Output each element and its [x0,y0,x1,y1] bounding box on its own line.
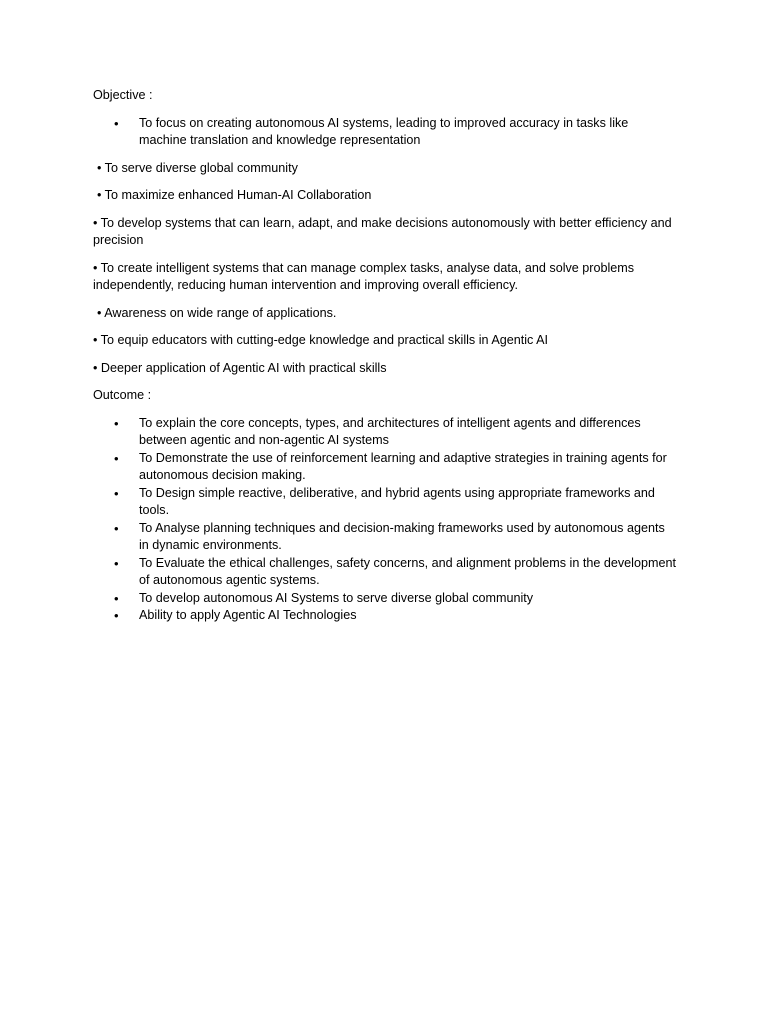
list-item [93,115,678,150]
objective-paragraph: • Awareness on wide range of applications. [97,305,337,320]
list-item [93,555,678,590]
objective-paragraph: • To maximize enhanced Human-AI Collaboration [97,188,372,202]
outcome-heading: Outcome : [93,388,152,402]
bullet-icon: • [114,520,119,536]
outcome-item-text: Ability to apply Agentic AI Technologies [139,608,357,622]
outcome-item-text: To Demonstrate the use of reinforcement learning and adaptive strategies in training agents for autonomous decision making. [139,450,667,482]
bullet-icon: • [114,485,119,501]
objective-heading: Objective : [93,88,153,102]
objective-paragraph: • To equip educators with cutting-edge knowledge and practical skills in Agentic AI [93,333,549,347]
bullet-icon: • [114,115,119,131]
bullet-icon: • [114,555,119,571]
outcome-item-text: To develop autonomous AI Systems to serve diverse global community [139,590,534,605]
outcome-item-text: To explain the core concepts, types, and architectures of intelligent agents and differences between agentic and non-agentic AI systems [139,415,641,447]
bullet-icon: • [114,415,119,431]
outcome-item-text: To Analyse planning techniques and decision-making frameworks used by autonomous agents in dynamic environments. [139,520,665,552]
objective-paragraph: • To create intelligent systems that can manage complex tasks, analyse data, and solve problems independently, reducing human intervention and improving overall efficiency. [93,260,635,292]
list-item [93,607,678,625]
bullet-icon: • [114,450,119,466]
list-item [93,590,678,608]
objective-item-text: To focus on creating autonomous AI systems, leading to improved accuracy in tasks like machine translation and knowledge representation [139,115,629,147]
bullet-icon: • [114,608,119,623]
objective-paragraph: • To serve diverse global community [97,160,298,175]
bullet-icon: • [114,590,119,606]
list-item [93,415,678,450]
list-item [93,450,678,485]
list-item [93,485,678,520]
outcome-bullet-list [93,415,678,625]
objective-paragraph: • To develop systems that can learn, adapt, and make decisions autonomously with better efficiency and precision [93,215,672,247]
list-item [93,520,678,555]
objective-bullet-list [93,115,678,150]
objective-paragraph: • Deeper application of Agentic AI with practical skills [93,360,387,375]
outcome-item-text: To Evaluate the ethical challenges, safety concerns, and alignment problems in the development of autonomous agentic systems. [139,555,676,587]
document-body [93,87,678,625]
outcome-item-text: To Design simple reactive, deliberative, and hybrid agents using appropriate frameworks and tools. [139,485,655,517]
